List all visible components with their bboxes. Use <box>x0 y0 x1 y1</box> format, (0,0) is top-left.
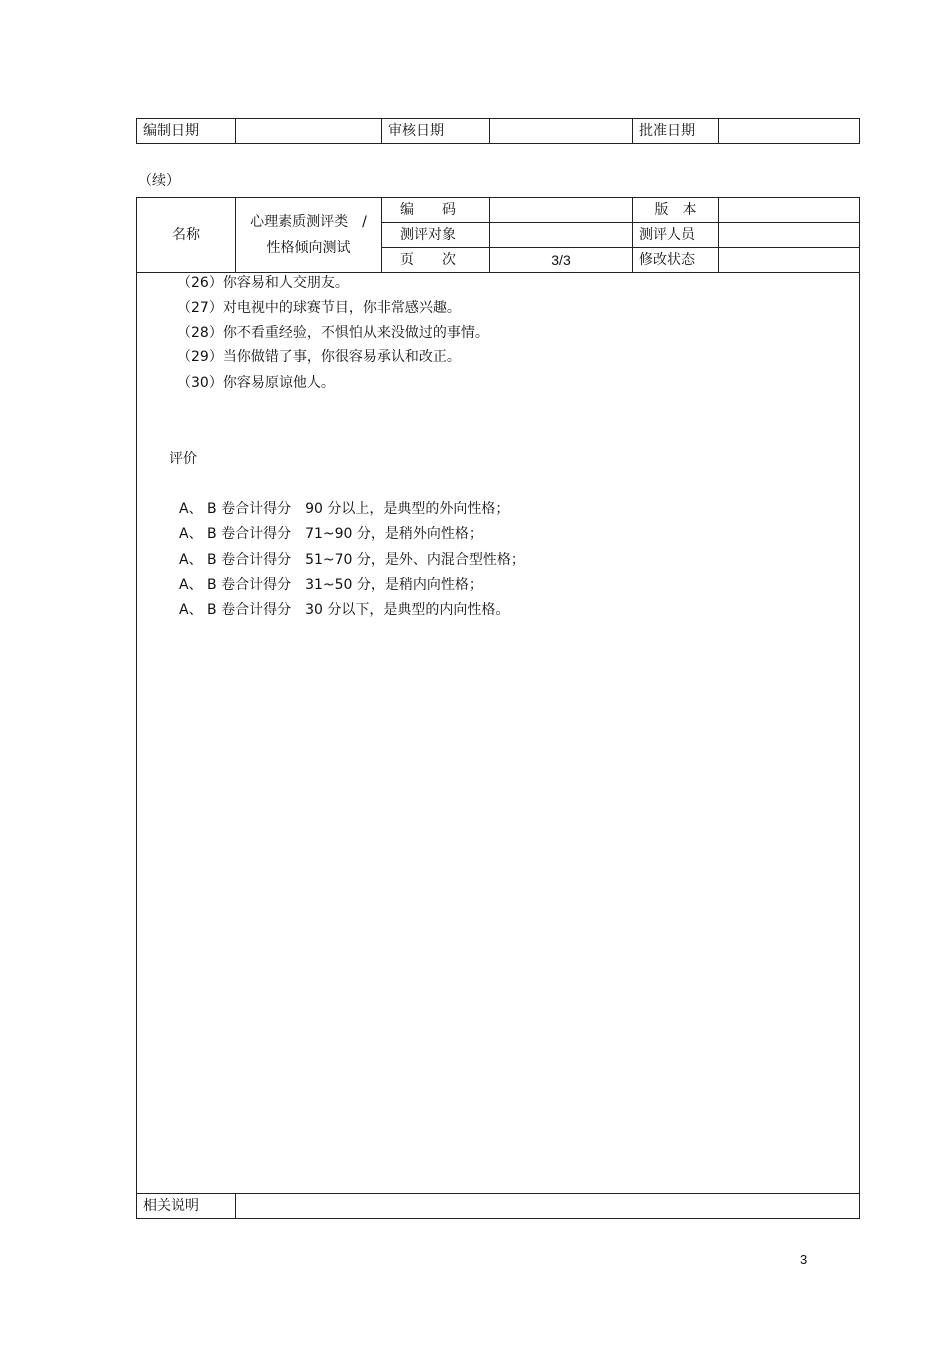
evaluation-title: 评价 <box>169 451 197 467</box>
subject-value <box>490 223 633 248</box>
compile-date-label: 编制日期 <box>137 119 236 144</box>
name-value-line2: 性格倾向测试 <box>266 240 351 256</box>
approve-date-label: 批准日期 <box>633 119 719 144</box>
name-label: 名称 <box>137 198 236 273</box>
page-value: 3/3 <box>490 248 633 273</box>
assessor-label: 测评人员 <box>633 223 719 248</box>
question-26: （26）你容易和人交朋友。 <box>177 275 349 291</box>
page-number: 3 <box>800 1252 808 1267</box>
revision-label: 修改状态 <box>633 248 719 273</box>
version-value <box>719 198 860 223</box>
revision-value <box>719 248 860 273</box>
question-27: （27）对电视中的球赛节目，你非常感兴趣。 <box>177 300 461 316</box>
notes-label: 相关说明 <box>137 1194 236 1219</box>
compile-date-value <box>236 119 382 144</box>
approve-date-value <box>719 119 860 144</box>
subject-label: 测评对象 <box>382 223 490 248</box>
evaluation-line: A、 B 卷合计得分 51~70 分，是外、内混合型性格； <box>179 552 525 568</box>
evaluation-line: A、 B 卷合计得分 31~50 分，是稍内向性格； <box>179 577 483 593</box>
content-area <box>136 273 860 1193</box>
evaluation-line: A、 B 卷合计得分 90 分以上，是典型的外向性格； <box>179 501 510 517</box>
evaluation-line: A、 B 卷合计得分 30 分以下，是典型的内向性格。 <box>179 602 510 618</box>
review-date-label: 审核日期 <box>382 119 490 144</box>
review-date-value <box>490 119 633 144</box>
name-value <box>236 198 382 273</box>
page-label: 页 次 <box>382 248 490 273</box>
approval-table <box>136 118 860 144</box>
question-29: （29）当你做错了事，你很容易承认和改正。 <box>177 349 461 365</box>
notes-value <box>236 1194 860 1219</box>
assessor-value <box>719 223 860 248</box>
continued-label: （续） <box>138 173 180 189</box>
header-table <box>136 197 860 273</box>
code-label: 编 码 <box>382 198 490 223</box>
version-label: 版 本 <box>633 198 719 223</box>
evaluation-line: A、 B 卷合计得分 71~90 分，是稍外向性格； <box>179 526 483 542</box>
name-value-line1: 心理素质测评类 / <box>250 214 367 230</box>
code-value <box>490 198 633 223</box>
question-30: （30）你容易原谅他人。 <box>177 375 335 391</box>
question-28: （28）你不看重经验，不惧怕从来没做过的事情。 <box>177 325 489 341</box>
notes-table <box>136 1193 860 1219</box>
